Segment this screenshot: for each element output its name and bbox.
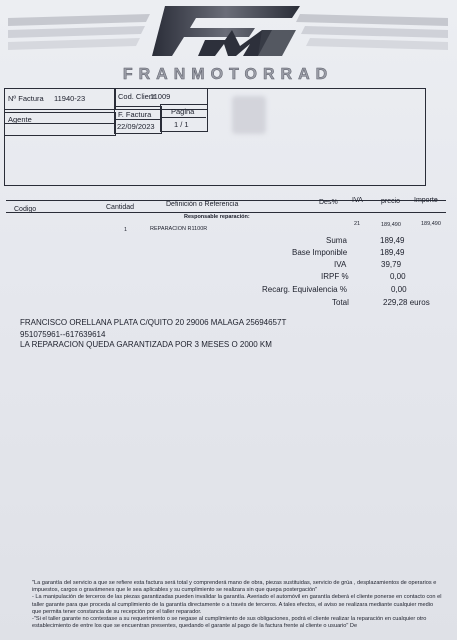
totals-recargo-value: 0,00 xyxy=(391,285,407,294)
totals-recargo-label: Recarg. Equivalencia % xyxy=(262,285,347,294)
legal-footer xyxy=(32,580,442,630)
invoice-number-value: 11940-23 xyxy=(54,94,86,103)
row-definicion: REPARACION R1100R xyxy=(150,226,208,232)
col-codigo: Codigo xyxy=(14,206,37,213)
customer-line: FRANCISCO ORELLANA PLATA C/QUITO 20 29006 MALAGA 25694657T xyxy=(20,318,287,327)
page-value: 1 / 1 xyxy=(174,120,189,129)
totals-suma-value: 189,49 xyxy=(380,236,405,245)
col-descuento: Des% xyxy=(319,199,338,206)
legal-paragraph-3: -"Si el taller garante no contestase a su requerimiento o se negase al cumplimiento de sus obligaciones, podrá el cliente realizar la reparación en cualquier otro establecimiento de entre los que se encuentran presentes, quedando el garante al pago de la factura frente al cliente o usuario" De xyxy=(32,616,427,630)
franmotorrad-logo xyxy=(0,0,457,84)
totals-total-value: 229,28 euros xyxy=(383,298,430,307)
row-importe: 189,490 xyxy=(421,221,441,227)
totals-iva-value: 39,79 xyxy=(381,260,402,269)
totals-total-label: Total xyxy=(332,298,349,307)
totals-irpf-label: IRPF % xyxy=(321,272,349,281)
responsible-label: Responsable reparación: xyxy=(184,214,250,220)
phone-line: 951075961--617639614 xyxy=(20,330,106,339)
totals-base-value: 189,49 xyxy=(380,248,405,257)
totals-suma-label: Suma xyxy=(326,236,347,245)
table-header-rule-bottom xyxy=(6,212,446,213)
row-precio: 189,490 xyxy=(381,222,401,228)
legal-paragraph-1: "La garantía del servicio a que se refiere esta factura será total y comprenderá mano de obra, piezas sustituidas, servicio de grúa , desplazamientos de operarios e impuestos, cargos o gravámenes que le sea aplicables y su cumplimiento se realizara sin que quepa postergación" xyxy=(32,580,437,594)
totals-base-label: Base Imponible xyxy=(292,248,348,257)
row-iva: 21 xyxy=(354,221,361,227)
agent-label: Agente xyxy=(8,115,32,124)
date-label: F. Factura xyxy=(118,110,152,119)
totals-irpf-value: 0,00 xyxy=(390,272,406,281)
client-code-label: Cod. Client xyxy=(118,92,156,101)
col-cantidad: Cantidad xyxy=(106,204,135,211)
legal-paragraph-2: - La manipulación de terceros de las piezas garantizadas pueden invalidar la garantía. Averiado el automóvil en garantía deberá el cliente ponerse en contacto con el taller garante para que proceda al cumplimiento de la garantía directamente o a través de terceros. A tales efectos, el aviso se realizara mediante cualquier medio que permita tener constancia de su recepción por el taller reparador. xyxy=(32,594,442,615)
date-value: 22/09/2023 xyxy=(117,122,155,131)
col-definicion: Definición o Referencia xyxy=(166,201,239,208)
col-precio: precio xyxy=(381,198,401,205)
totals-iva-label: IVA xyxy=(334,260,347,269)
row-cantidad: 1 xyxy=(124,227,128,233)
invoice-number-label: Nº Factura xyxy=(8,94,44,103)
brand-name: FRANMOTORRAD xyxy=(122,66,334,83)
redacted-area xyxy=(232,96,266,134)
col-importe: Importe xyxy=(414,197,438,204)
client-code-value: 11009 xyxy=(150,92,171,101)
warranty-line: LA REPARACION QUEDA GARANTIZADA POR 3 MESES O 2000 KM xyxy=(20,340,272,349)
page-label: Pagina xyxy=(171,107,195,116)
col-iva: IVA xyxy=(352,197,363,204)
